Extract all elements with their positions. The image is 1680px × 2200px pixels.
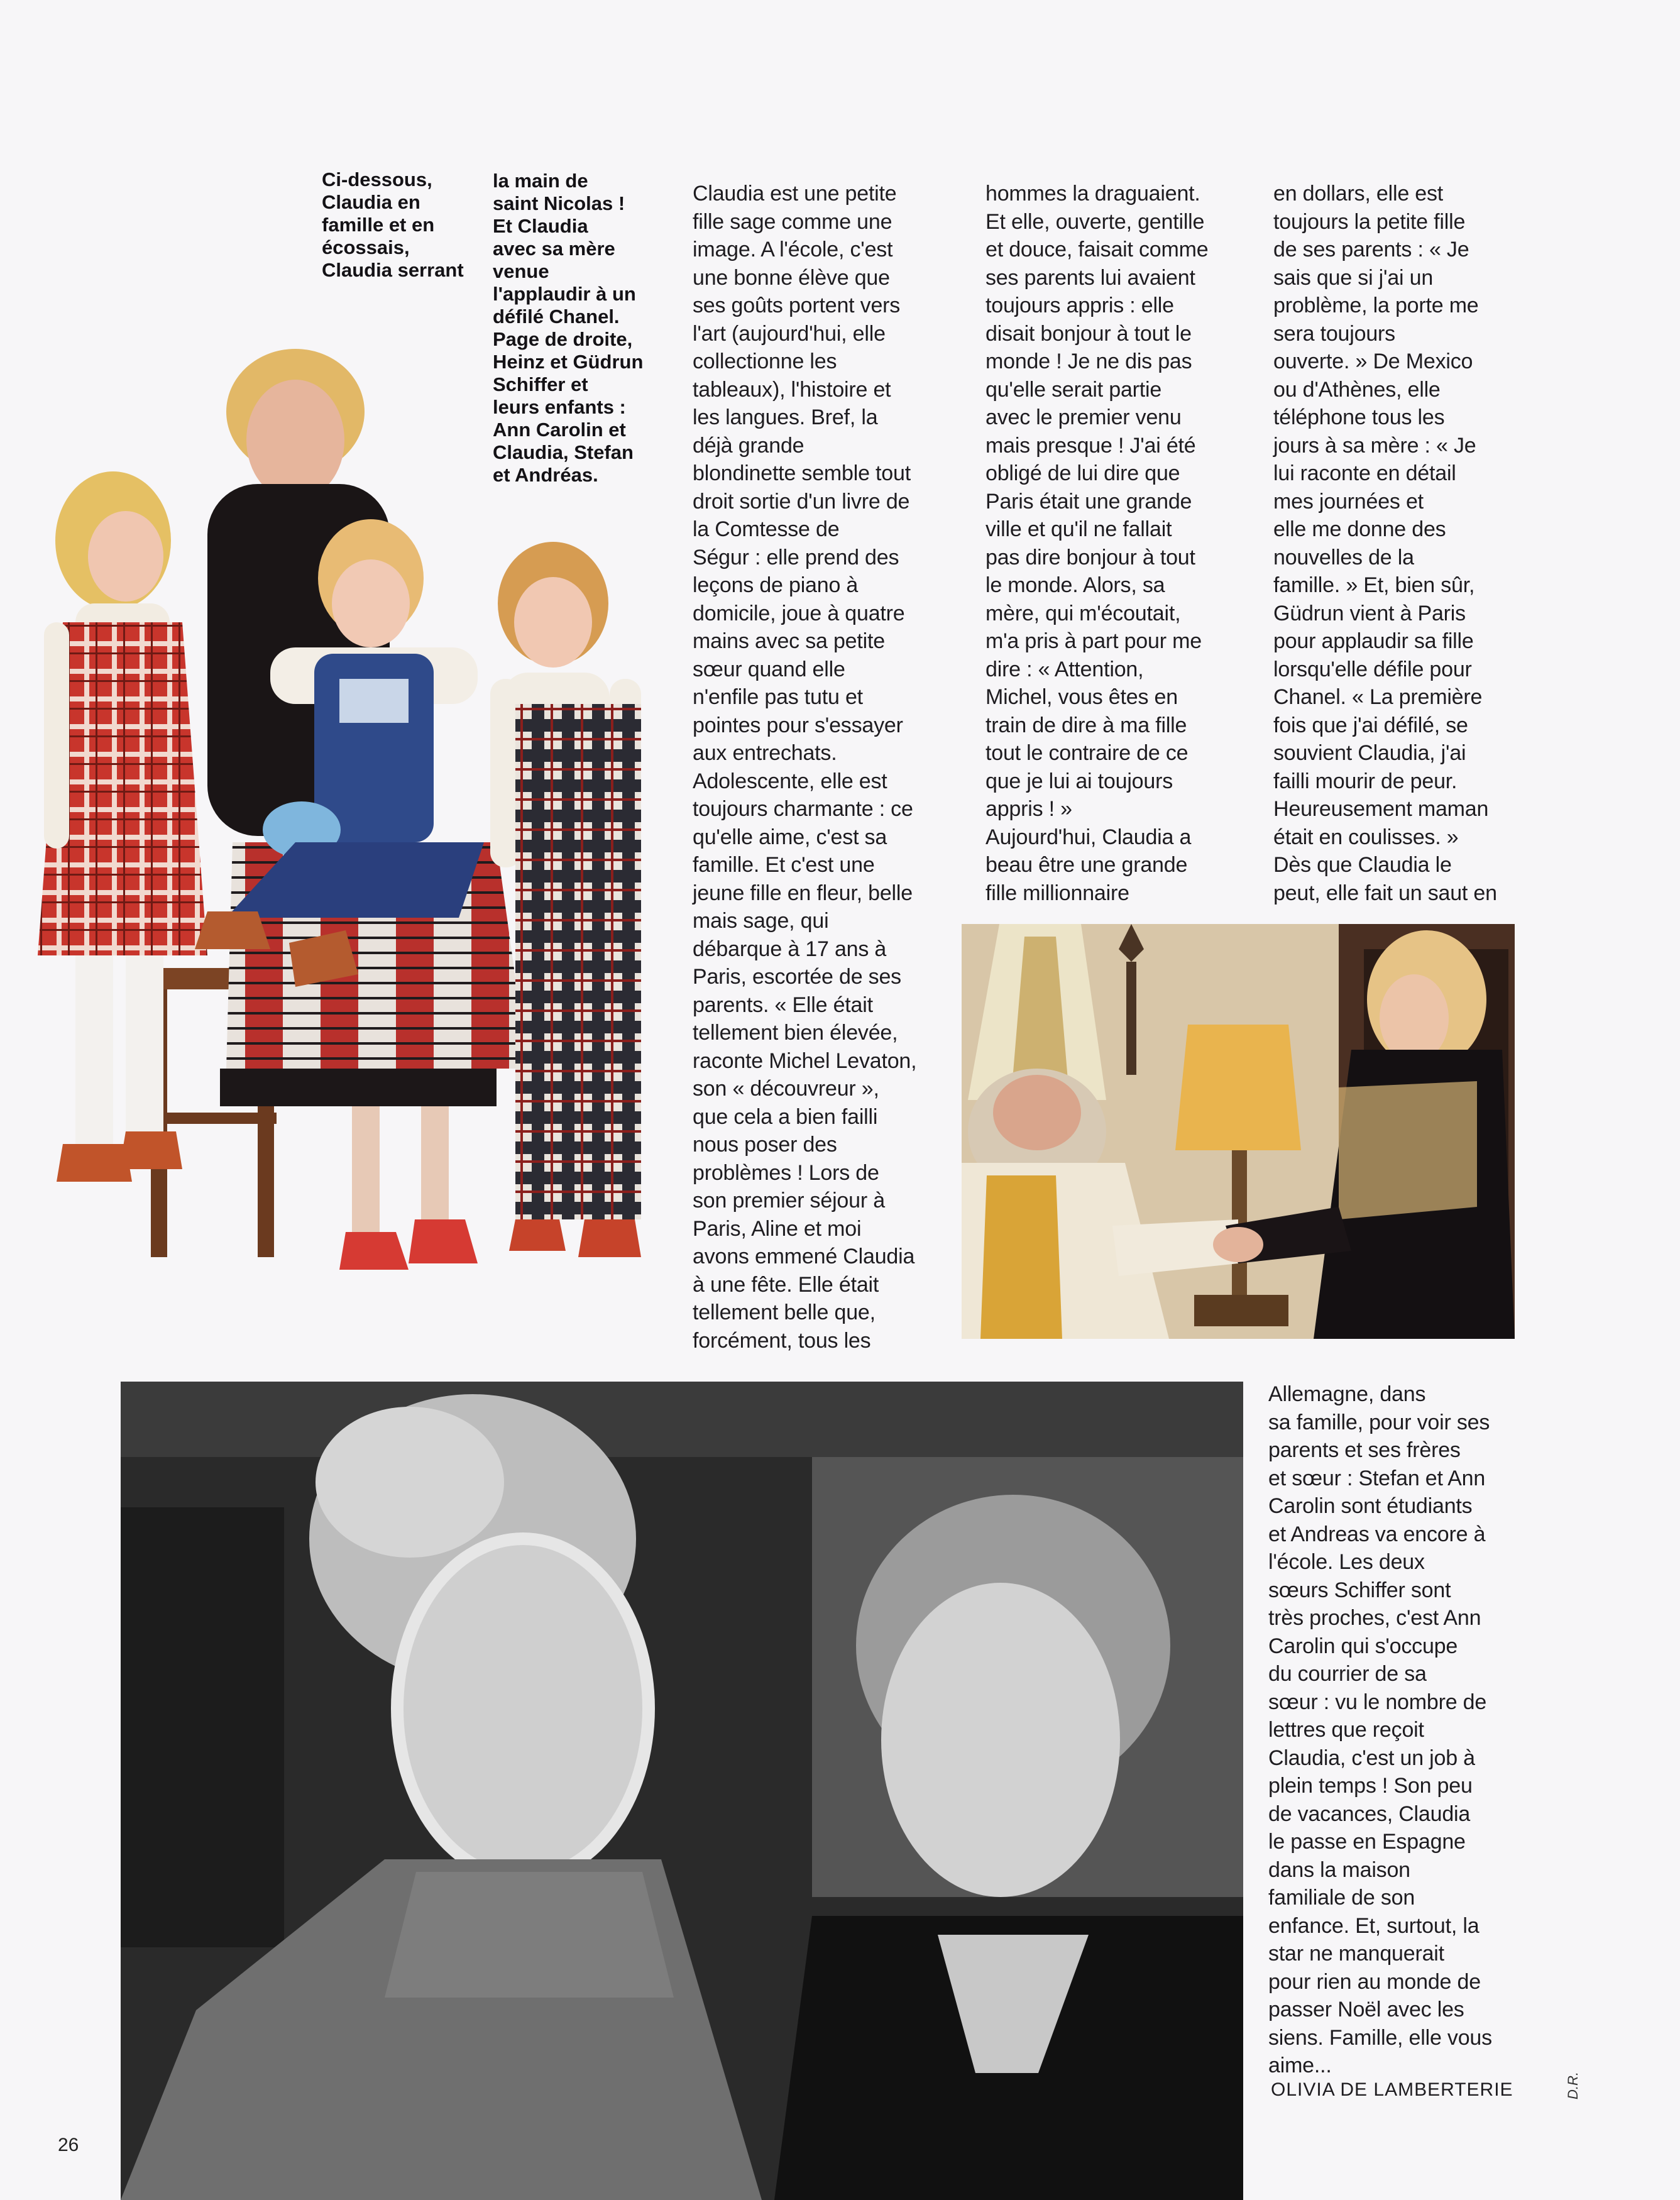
article-column-3: en dollars, elle est toujours la petite fille de ses parents : « Je sais que si j'ai un problème, la porte me sera toujours ouverte. » De Mexico ou d'Athènes, elle téléphone tous les jours à sa mère : « Je lui raconte en détail mes journées et elle me donne des nouvelles de la famille. » Et, bien sûr, Güdrun vient à Paris pour applaudir sa fille lorsqu'elle défile pour Chanel. « La première fois que j'ai défilé, se souvient Claudia, j'ai failli mourir de peur. Heureusement maman était en coulisses. » Dès que Claudia le peut, elle fait un saut en xyxy=(1273,182,1497,905)
author-byline: OLIVIA DE LAMBERTERIE xyxy=(1271,2079,1513,2100)
saint-nicolas-photo xyxy=(962,924,1515,1339)
article-column-2: hommes la draguaient. Et elle, ouverte, gentille et douce, faisait comme ses parents lui avaient toujours appris : elle disait bonjour à tout le monde ! Je ne dis pas qu'elle serait partie avec le premier venu mais presque ! J'ai été obligé de lui dire que Paris était une grande ville et qu'il ne fallait pas dire bonjour à tout le monde. Alors, sa mère, qui m'écoutait, m'a pris à part pour me dire : « Attention, Michel, vous êtes en train de dire à ma fille tout le contraire de ce que je lui ai toujours appris ! » Aujourd'hui, Claudia a beau être une grande fille millionnaire xyxy=(985,182,1209,905)
photo-caption-part-2: la main de saint Nicolas ! Et Claudia avec sa mère venue l'applaudir à un défilé Chanel. Page de droite, Heinz et Güdrun Schiffer et leurs enfants : Ann Carolin et Claudia, Stefan et Andréas. xyxy=(493,170,644,486)
article-column-4: Allemagne, dans sa famille, pour voir ses parents et ses frères et sœur : Stefan et Ann Carolin sont étudiants et Andreas va encore à l'école. Les deux sœurs Schiffer sont très proches, c'est Ann Carolin qui s'occupe du courrier de sa sœur : vu le nombre de lettres que reçoit Claudia, c'est un job à plein temps ! Son peu de vacances, Claudia le passe en Espagne dans la maison familiale de son enfance. Et, surtout, la star ne manquerait pour rien au monde de passer Noël avec les siens. Famille, elle vous aime... xyxy=(1268,1382,1492,2077)
claudia-and-mother-photo xyxy=(121,1382,1243,2200)
photo-credit: D.R. xyxy=(1565,2072,1581,2099)
article-column-1: Claudia est une petite fille sage comme une image. A l'école, c'est une bonne élève que ses goûts portent vers l'art (aujourd'hui, elle collectionne les tableaux), l'histoire et les langues. Bref, la déjà grande blondinette semble tout droit sortie d'un livre de la Comtesse de Ségur : elle prend des leçons de piano à domicile, joue à quatre mains avec sa petite sœur quand elle n'enfile pas tutu et pointes pour s'essayer aux entrechats. Adolescente, elle est toujours charmante : ce qu'elle aime, c'est sa famille. Et c'est une jeune fille en fleur, belle mais sage, qui débarque à 17 ans à Paris, escortée de ses parents. « Elle était tellement bien élevée, raconte Michel Levaton, son « découvreur », que cela a bien failli nous poser des problèmes ! Lors de son premier séjour à Paris, Aline et moi avons emmené Claudia à une fête. Elle était tellement belle que, forcément, tous les xyxy=(693,182,917,1353)
family-photo xyxy=(19,327,691,1270)
photo-caption-part-1: Ci-dessous, Claudia en famille et en écossais, Claudia serrant xyxy=(322,168,464,281)
page-number: 26 xyxy=(58,2135,79,2155)
